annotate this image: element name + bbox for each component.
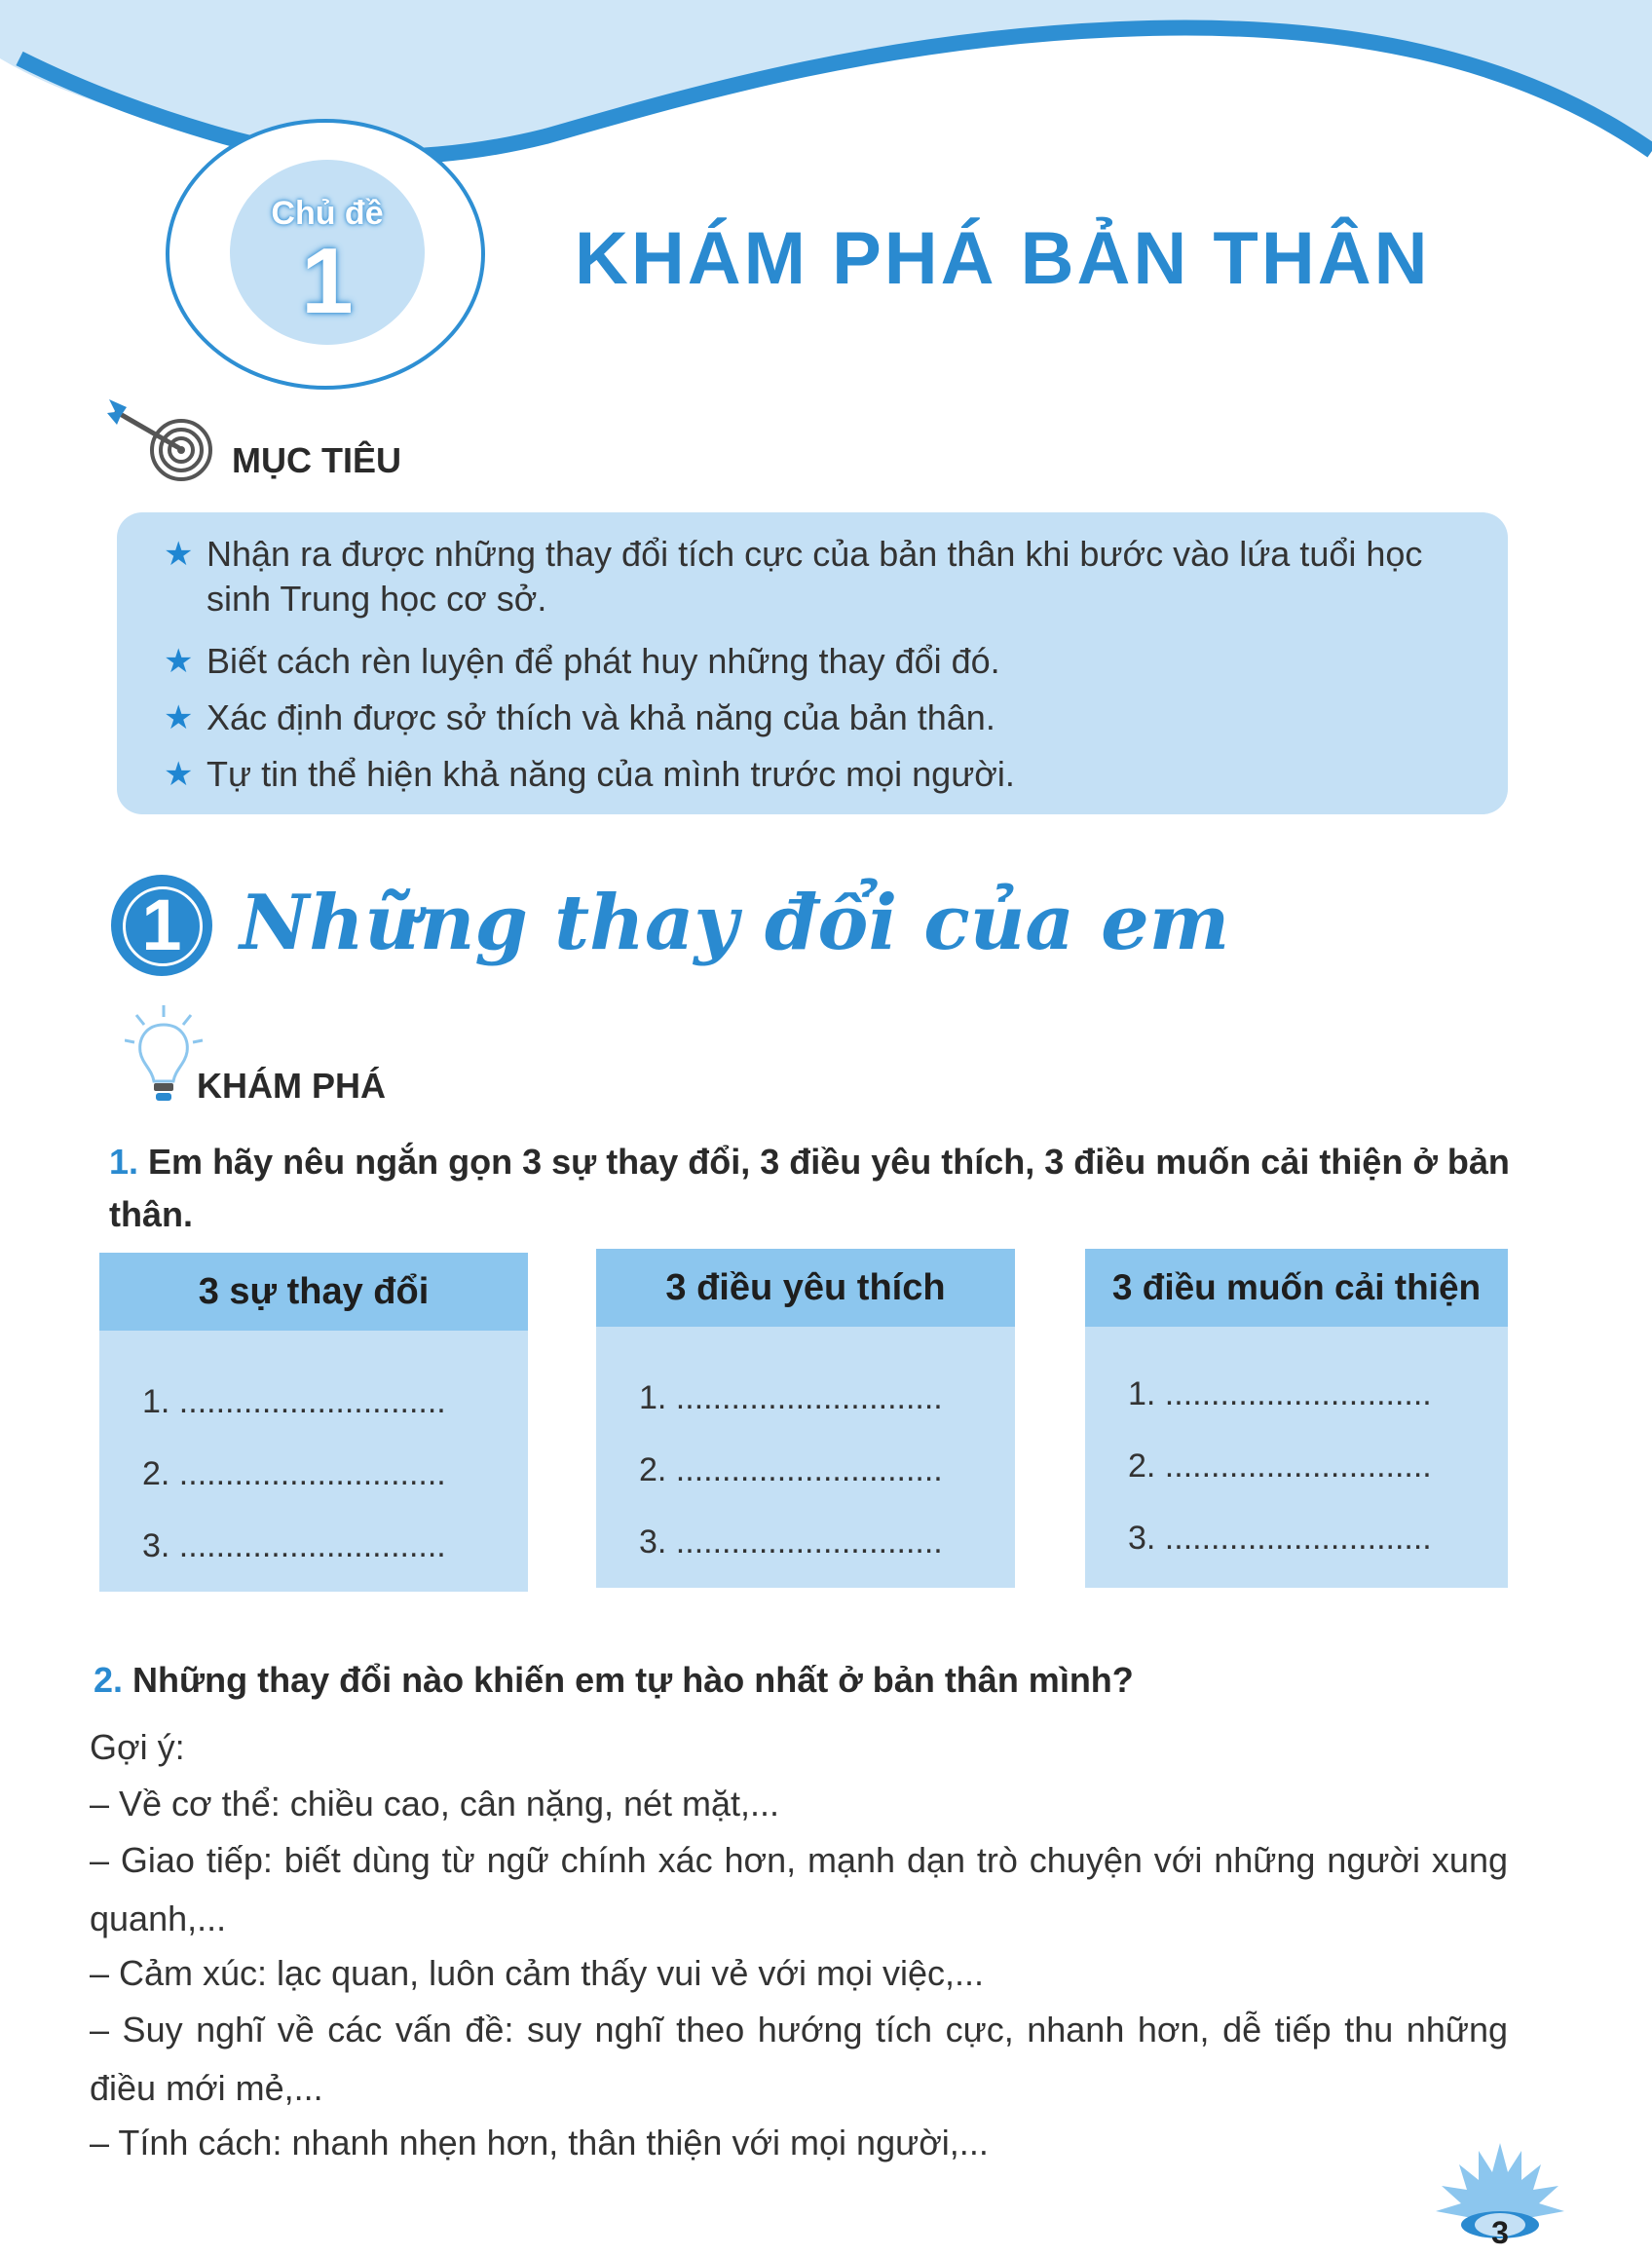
star-icon: ★ [164,699,194,736]
topic-badge [166,119,485,390]
section-title: Những thay đổi của em [240,879,1230,967]
table-header: 3 điều yêu thích [596,1249,1015,1327]
hint-item: – Về cơ thể: chiều cao, cân nặng, nét mặt,... [90,1784,780,1824]
topic-label: Chủ đề [271,195,384,232]
question-text: Những thay đổi nào khiến em tự hào nhất ở bản thân mình? [132,1660,1134,1700]
objectives-box [117,512,1508,814]
star-icon: ★ [164,756,194,793]
question-2 [94,1654,1506,1707]
table-likes [596,1249,1015,1588]
table-line[interactable]: 3. ............................. [639,1523,943,1560]
table-line[interactable]: 2. ............................. [1128,1448,1432,1485]
explore-heading: KHÁM PHÁ [197,1066,386,1106]
objectives-heading: MỤC TIÊU [232,440,401,480]
table-line[interactable]: 1. ............................. [142,1383,446,1420]
section-number-ring [123,886,203,966]
table-line[interactable]: 3. ............................. [1128,1520,1432,1557]
objective-text: Biết cách rèn luyện để phát huy những thay đổi đó. [206,641,1000,681]
hint-item: – Cảm xúc: lạc quan, luôn cảm thấy vui vẻ với mọi việc,... [90,1953,984,1993]
section-number-badge: 1 [111,875,212,976]
objective-item [166,639,1471,684]
question-number: 1. [109,1142,139,1182]
question-text: Em hãy nêu ngắn gọn 3 sự thay đổi, 3 điều yêu thích, 3 điều muốn cải thiện ở bản thân. [109,1142,1510,1234]
table-header: 3 điều muốn cải thiện [1085,1249,1508,1327]
hint-label: Gợi ý: [90,1727,185,1767]
star-icon: ★ [164,643,194,680]
star-icon: ★ [164,536,194,573]
question-number: 2. [94,1660,124,1700]
page-number: 3 [1491,2215,1509,2250]
table-header: 3 sự thay đổi [99,1253,528,1331]
objective-text: Tự tin thể hiện khả năng của mình trước mọi người. [206,754,1015,794]
table-line[interactable]: 2. ............................. [142,1455,446,1492]
topic-badge-inner [230,160,425,345]
table-line[interactable]: 3. ............................. [142,1527,446,1564]
page-title: KHÁM PHÁ BẢN THÂN [575,217,1431,300]
target-icon [105,394,220,483]
question-1 [109,1136,1512,1241]
hint-item: – Suy nghĩ về các vấn đề: suy nghĩ theo hướng tích cực, nhanh hơn, dễ tiếp thu những điều mới mẻ,... [90,2010,1508,2108]
table-improvements [1085,1249,1508,1588]
table-line[interactable]: 1. ............................. [639,1379,943,1416]
topic-number: 1 [301,229,354,333]
table-line[interactable]: 2. ............................. [639,1451,943,1488]
hint-item: – Giao tiếp: biết dùng từ ngữ chính xác hơn, mạnh dạn trò chuyện với những người xung quanh,... [90,1840,1508,1938]
objective-text: Xác định được sở thích và khả năng của bản thân. [206,697,995,737]
table-changes [99,1253,528,1592]
table-line[interactable]: 1. ............................. [1128,1375,1432,1412]
objective-item [166,752,1471,797]
objective-item [166,696,1471,740]
hint-item: – Tính cách: nhanh nhẹn hơn, thân thiện với mọi người,... [90,2123,989,2162]
objective-item [166,532,1471,621]
objective-text: Nhận ra được những thay đổi tích cực của bản thân khi bước vào lứa tuổi học sinh Trung học cơ sở. [206,534,1423,619]
